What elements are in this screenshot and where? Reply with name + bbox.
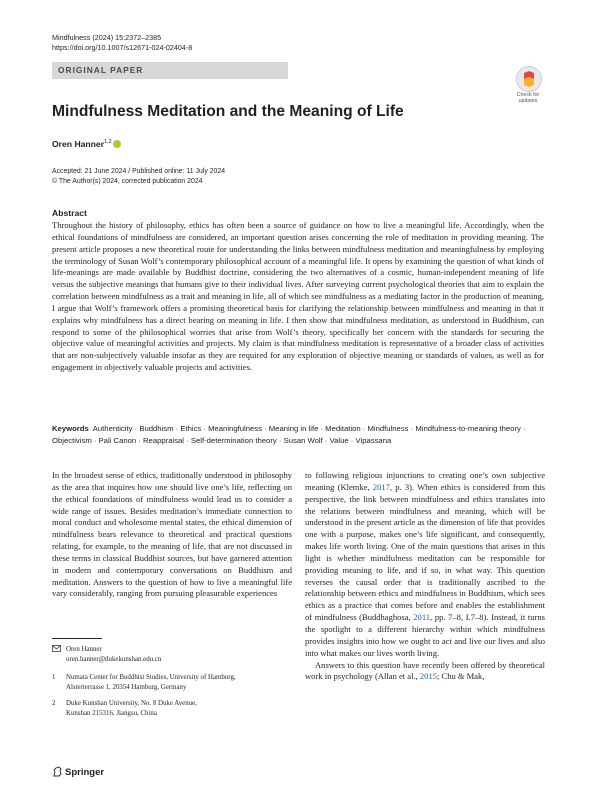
citation-link[interactable]: 2017 xyxy=(372,481,390,492)
footnote-marker: 2 xyxy=(52,700,56,707)
affiliation-line: Alsterterrasse 1, 20354 Hamburg, Germany xyxy=(66,683,187,691)
envelope-icon xyxy=(52,645,64,656)
corresponding-author-email[interactable]: oren.hanner@dukekunshan.edu.cn xyxy=(66,655,162,663)
corresponding-author-footnote xyxy=(52,645,292,664)
publisher-name: Springer xyxy=(65,767,105,778)
publisher-logo xyxy=(52,766,104,778)
springer-horse-icon xyxy=(52,766,63,777)
body-text: Answers to this question have recently been offered by theoretical work in psychology (Allan et al., xyxy=(305,659,545,682)
publication-dates xyxy=(52,167,225,187)
body-paragraph: In the broadest sense of ethics, traditionally understood in philosophy as the area that inquires how one should live one’s life, reflecting on the ethical foundations of mindfulness would lead us to consider a wide range of issues. Besides meditation’s immediate connection to moral conduct and wholesome mental states, the ethical dimension of mindfulness bears relevance to theoretical and practical questions relating, for example, to the meaning of life, that are not discussed in these terms in classical Buddhist sources, but have garnered attention in modern and contemporary conversations on Buddhism and meditation. Answers to the question of how to live a meaningful life vary considerably, ranging from pursuing pleasurable experiences xyxy=(52,470,292,599)
keywords-block xyxy=(52,423,544,446)
check-for-updates-badge[interactable] xyxy=(510,66,546,106)
keywords-list: Authenticity · Buddhism · Ethics · Meaningfulness · Meaning in life · Meditation · Mindfulness · Mindfulness-to-meaning theory · Objectivism · Pali Canon · Reappraisal · Self-determination theory · Susan Wolf · Value · Vipassana xyxy=(52,424,526,445)
body-paragraph xyxy=(305,660,545,684)
body-text: ; Chu & Mak, xyxy=(436,671,485,682)
keywords-label: Keywords xyxy=(52,424,89,433)
body-text: , pp. 7–8, I.7–8). Instead, it turns the spotlight to a different hierarchy within which mindfulness provides insights into how we ought to act and live our lives and also into what makes our lives worth living. xyxy=(305,612,546,658)
citation-link[interactable]: 2015 xyxy=(419,671,437,682)
check-updates-label-2: updates xyxy=(518,98,538,104)
article-type-banner xyxy=(52,62,288,79)
check-updates-icon xyxy=(516,66,542,92)
accepted-published-dates: Accepted: 21 June 2024 / Published online: 11 July 2024 xyxy=(52,168,226,175)
journal-metadata xyxy=(52,33,192,53)
article-type-label: ORIGINAL PAPER xyxy=(58,65,144,75)
author-line xyxy=(52,139,121,149)
doi-link[interactable]: https://doi.org/10.1007/s12671-024-02404-8 xyxy=(52,43,193,52)
citation-link[interactable]: 2011 xyxy=(413,612,431,623)
affiliation-footnote-2 xyxy=(52,699,292,718)
author-name[interactable]: Oren Hanner xyxy=(52,139,105,149)
article-title: Mindfulness Meditation and the Meaning of Life xyxy=(52,103,404,120)
copyright-line: © The Author(s) 2024, corrected publication 2024 xyxy=(52,177,203,185)
abstract-heading: Abstract xyxy=(52,208,87,218)
body-paragraph xyxy=(305,470,545,660)
affiliation-line: Duke Kunshan University, No. 8 Duke Avenue, xyxy=(66,700,197,707)
affiliation-line: Numata Center for Buddhist Studies, University of Hamburg, xyxy=(66,674,236,681)
journal-citation: Mindfulness (2024) 15:2372–2385 xyxy=(52,33,162,42)
affiliation-footnote-1 xyxy=(52,673,292,692)
affiliation-line: Kunshan 215316, Jiangsu, China xyxy=(66,709,157,717)
abstract-text: Throughout the history of philosophy, ethics has often been a source of guidance on how to live a meaningful life. Accordingly, when the ethical foundations of mindfulness are considered, an important question arises concerning the role of meditation in providing meaning. The present article proposes a new theoretical route for understanding the links between mindfulness meditation and meaningfulness by employing the terminology of Susan Wolf’s contemporary philosophical account of a meaningful life. It opens by examining the question of what kinds of life-meanings are made available by Buddhist doctrine, considering the two alternatives of a cosmic, human-independent meaning of life versus the subjective meanings that humans give to their individual lives. After surveying current psychological theories that aim to explain the correlation between mindfulness as a trait and meaning in life, all of which see mindfulness as a mediating factor in the production of meaning, I argue that Wolf’s framework offers a promising theoretical basis for clarifying the relationship between mindfulness and meaning in that it explains why mindfulness has a direct bearing on meaning in life. I then show that mindfulness meditation, as understood in Buddhism, can respond to some of the philosophical worries that arise from Wolf’s theory, specifically her concern with the standards for securing the objective value of meaningful activities and projects. My claim is that mindfulness meditation is representative of a broader class of activities that are non-subjectively valuable insofar as they are required for any exploration of objective meaning or standards of values, as well as for engagement in objectively valuable projects and activities. xyxy=(52,220,544,373)
orcid-icon[interactable] xyxy=(113,140,121,148)
abstract-body xyxy=(52,220,544,374)
body-text: to following religious injunctions to creating one’s own subjective meaning (Klemke, xyxy=(305,470,545,492)
corresponding-author-name: Oren Hanner xyxy=(66,646,102,653)
check-updates-label-1: Check for xyxy=(516,92,540,98)
author-affiliation-marks: 1,2 xyxy=(104,139,112,146)
footnote-marker: 1 xyxy=(52,674,56,681)
body-text: , p. 3). When ethics is considered from this perspective, the link between mindfulness and ethics translates into the relations between mindfulness and meaning, which will be understood in the present article as the dimension of life that provides one with a purpose, makes one’s life significant, and consequently, makes life worth living. One of the main questions that arises in this light is whether mindfulness meditation can be responsible for providing meaning to life, and if so, in what way. This question reverses the causal order that is traditionally ascribed to the relationship between ethics and mindfulness in Buddhism, which sees ethics as a practice that comes before and enables the establishment of mindfulness (Buddhaghosa, xyxy=(305,481,545,623)
body-column-right xyxy=(305,470,545,683)
body-column-left xyxy=(52,470,292,600)
footnote-divider xyxy=(52,638,102,639)
